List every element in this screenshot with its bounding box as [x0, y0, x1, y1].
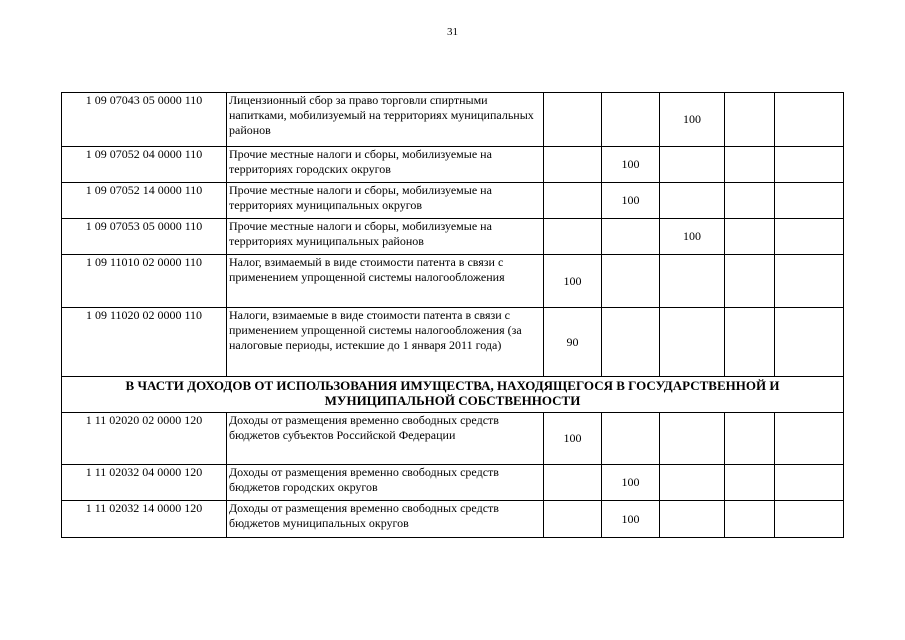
table-row — [62, 501, 844, 538]
value-cell — [775, 413, 844, 465]
value-cell — [725, 183, 775, 219]
budget-code: 1 11 02032 04 0000 120 — [62, 465, 227, 501]
value-cell — [544, 183, 602, 219]
value-cell — [725, 413, 775, 465]
page-number: 31 — [447, 26, 458, 38]
value-cell — [544, 465, 602, 501]
revenue-name: Налог, взимаемый в виде стоимости патента в связи с применением упрощенной системы налогообложения — [227, 255, 544, 308]
value-cell — [725, 465, 775, 501]
revenue-name: Прочие местные налоги и сборы, мобилизуемые на территориях муниципальных округов — [227, 183, 544, 219]
value-cell — [725, 147, 775, 183]
budget-code: 1 11 02020 02 0000 120 — [62, 413, 227, 465]
value-cell — [775, 147, 844, 183]
value-cell — [602, 93, 660, 147]
value-cell — [602, 413, 660, 465]
section-header-row — [62, 377, 844, 413]
value-cell — [775, 219, 844, 255]
value-cell: 100 — [602, 501, 660, 538]
value-cell — [602, 255, 660, 308]
value-cell — [775, 255, 844, 308]
value-cell — [725, 93, 775, 147]
revenue-distribution-table — [61, 92, 844, 538]
value-cell — [602, 308, 660, 377]
value-cell — [660, 413, 725, 465]
budget-code: 1 09 11020 02 0000 110 — [62, 308, 227, 377]
value-cell — [725, 219, 775, 255]
value-cell: 100 — [602, 183, 660, 219]
table-row — [62, 93, 844, 147]
value-cell — [660, 255, 725, 308]
table-row — [62, 147, 844, 183]
budget-code: 1 09 07043 05 0000 110 — [62, 93, 227, 147]
budget-code: 1 09 07052 14 0000 110 — [62, 183, 227, 219]
value-cell — [725, 255, 775, 308]
table-row — [62, 183, 844, 219]
value-cell — [660, 465, 725, 501]
table-row — [62, 308, 844, 377]
budget-code: 1 11 02032 14 0000 120 — [62, 501, 227, 538]
value-cell — [725, 308, 775, 377]
revenue-name: Прочие местные налоги и сборы, мобилизуемые на территориях муниципальных районов — [227, 219, 544, 255]
value-cell — [775, 501, 844, 538]
revenue-name: Доходы от размещения временно свободных средств бюджетов муниципальных округов — [227, 501, 544, 538]
value-cell — [660, 147, 725, 183]
value-cell — [544, 219, 602, 255]
value-cell: 100 — [660, 219, 725, 255]
value-cell: 100 — [602, 465, 660, 501]
value-cell — [775, 465, 844, 501]
revenue-name: Доходы от размещения временно свободных средств бюджетов субъектов Российской Федерации — [227, 413, 544, 465]
value-cell — [660, 183, 725, 219]
budget-code: 1 09 07052 04 0000 110 — [62, 147, 227, 183]
value-cell: 90 — [544, 308, 602, 377]
value-cell — [775, 183, 844, 219]
value-cell: 100 — [544, 255, 602, 308]
table-row — [62, 219, 844, 255]
budget-code: 1 09 11010 02 0000 110 — [62, 255, 227, 308]
value-cell: 100 — [544, 413, 602, 465]
value-cell — [544, 147, 602, 183]
revenue-name: Налоги, взимаемые в виде стоимости патента в связи с применением упрощенной системы налогообложения (за налоговые периоды, истекшие до 1 января 2011 года) — [227, 308, 544, 377]
value-cell — [544, 93, 602, 147]
value-cell — [775, 93, 844, 147]
value-cell — [544, 501, 602, 538]
value-cell — [775, 308, 844, 377]
value-cell: 100 — [602, 147, 660, 183]
value-cell — [602, 219, 660, 255]
table-row — [62, 413, 844, 465]
table-row — [62, 465, 844, 501]
value-cell — [725, 501, 775, 538]
section-title: В ЧАСТИ ДОХОДОВ ОТ ИСПОЛЬЗОВАНИЯ ИМУЩЕСТВА, НАХОДЯЩЕГОСЯ В ГОСУДАРСТВЕННОЙ И МУНИЦИПАЛЬНОЙ СОБСТВЕННОСТИ — [62, 377, 844, 413]
table-row — [62, 255, 844, 308]
value-cell — [660, 308, 725, 377]
value-cell — [660, 501, 725, 538]
budget-code: 1 09 07053 05 0000 110 — [62, 219, 227, 255]
revenue-name: Доходы от размещения временно свободных средств бюджетов городских округов — [227, 465, 544, 501]
revenue-name: Лицензионный сбор за право торговли спиртными напитками, мобилизуемый на территориях муниципальных районов — [227, 93, 544, 147]
value-cell: 100 — [660, 93, 725, 147]
revenue-name: Прочие местные налоги и сборы, мобилизуемые на территориях городских округов — [227, 147, 544, 183]
